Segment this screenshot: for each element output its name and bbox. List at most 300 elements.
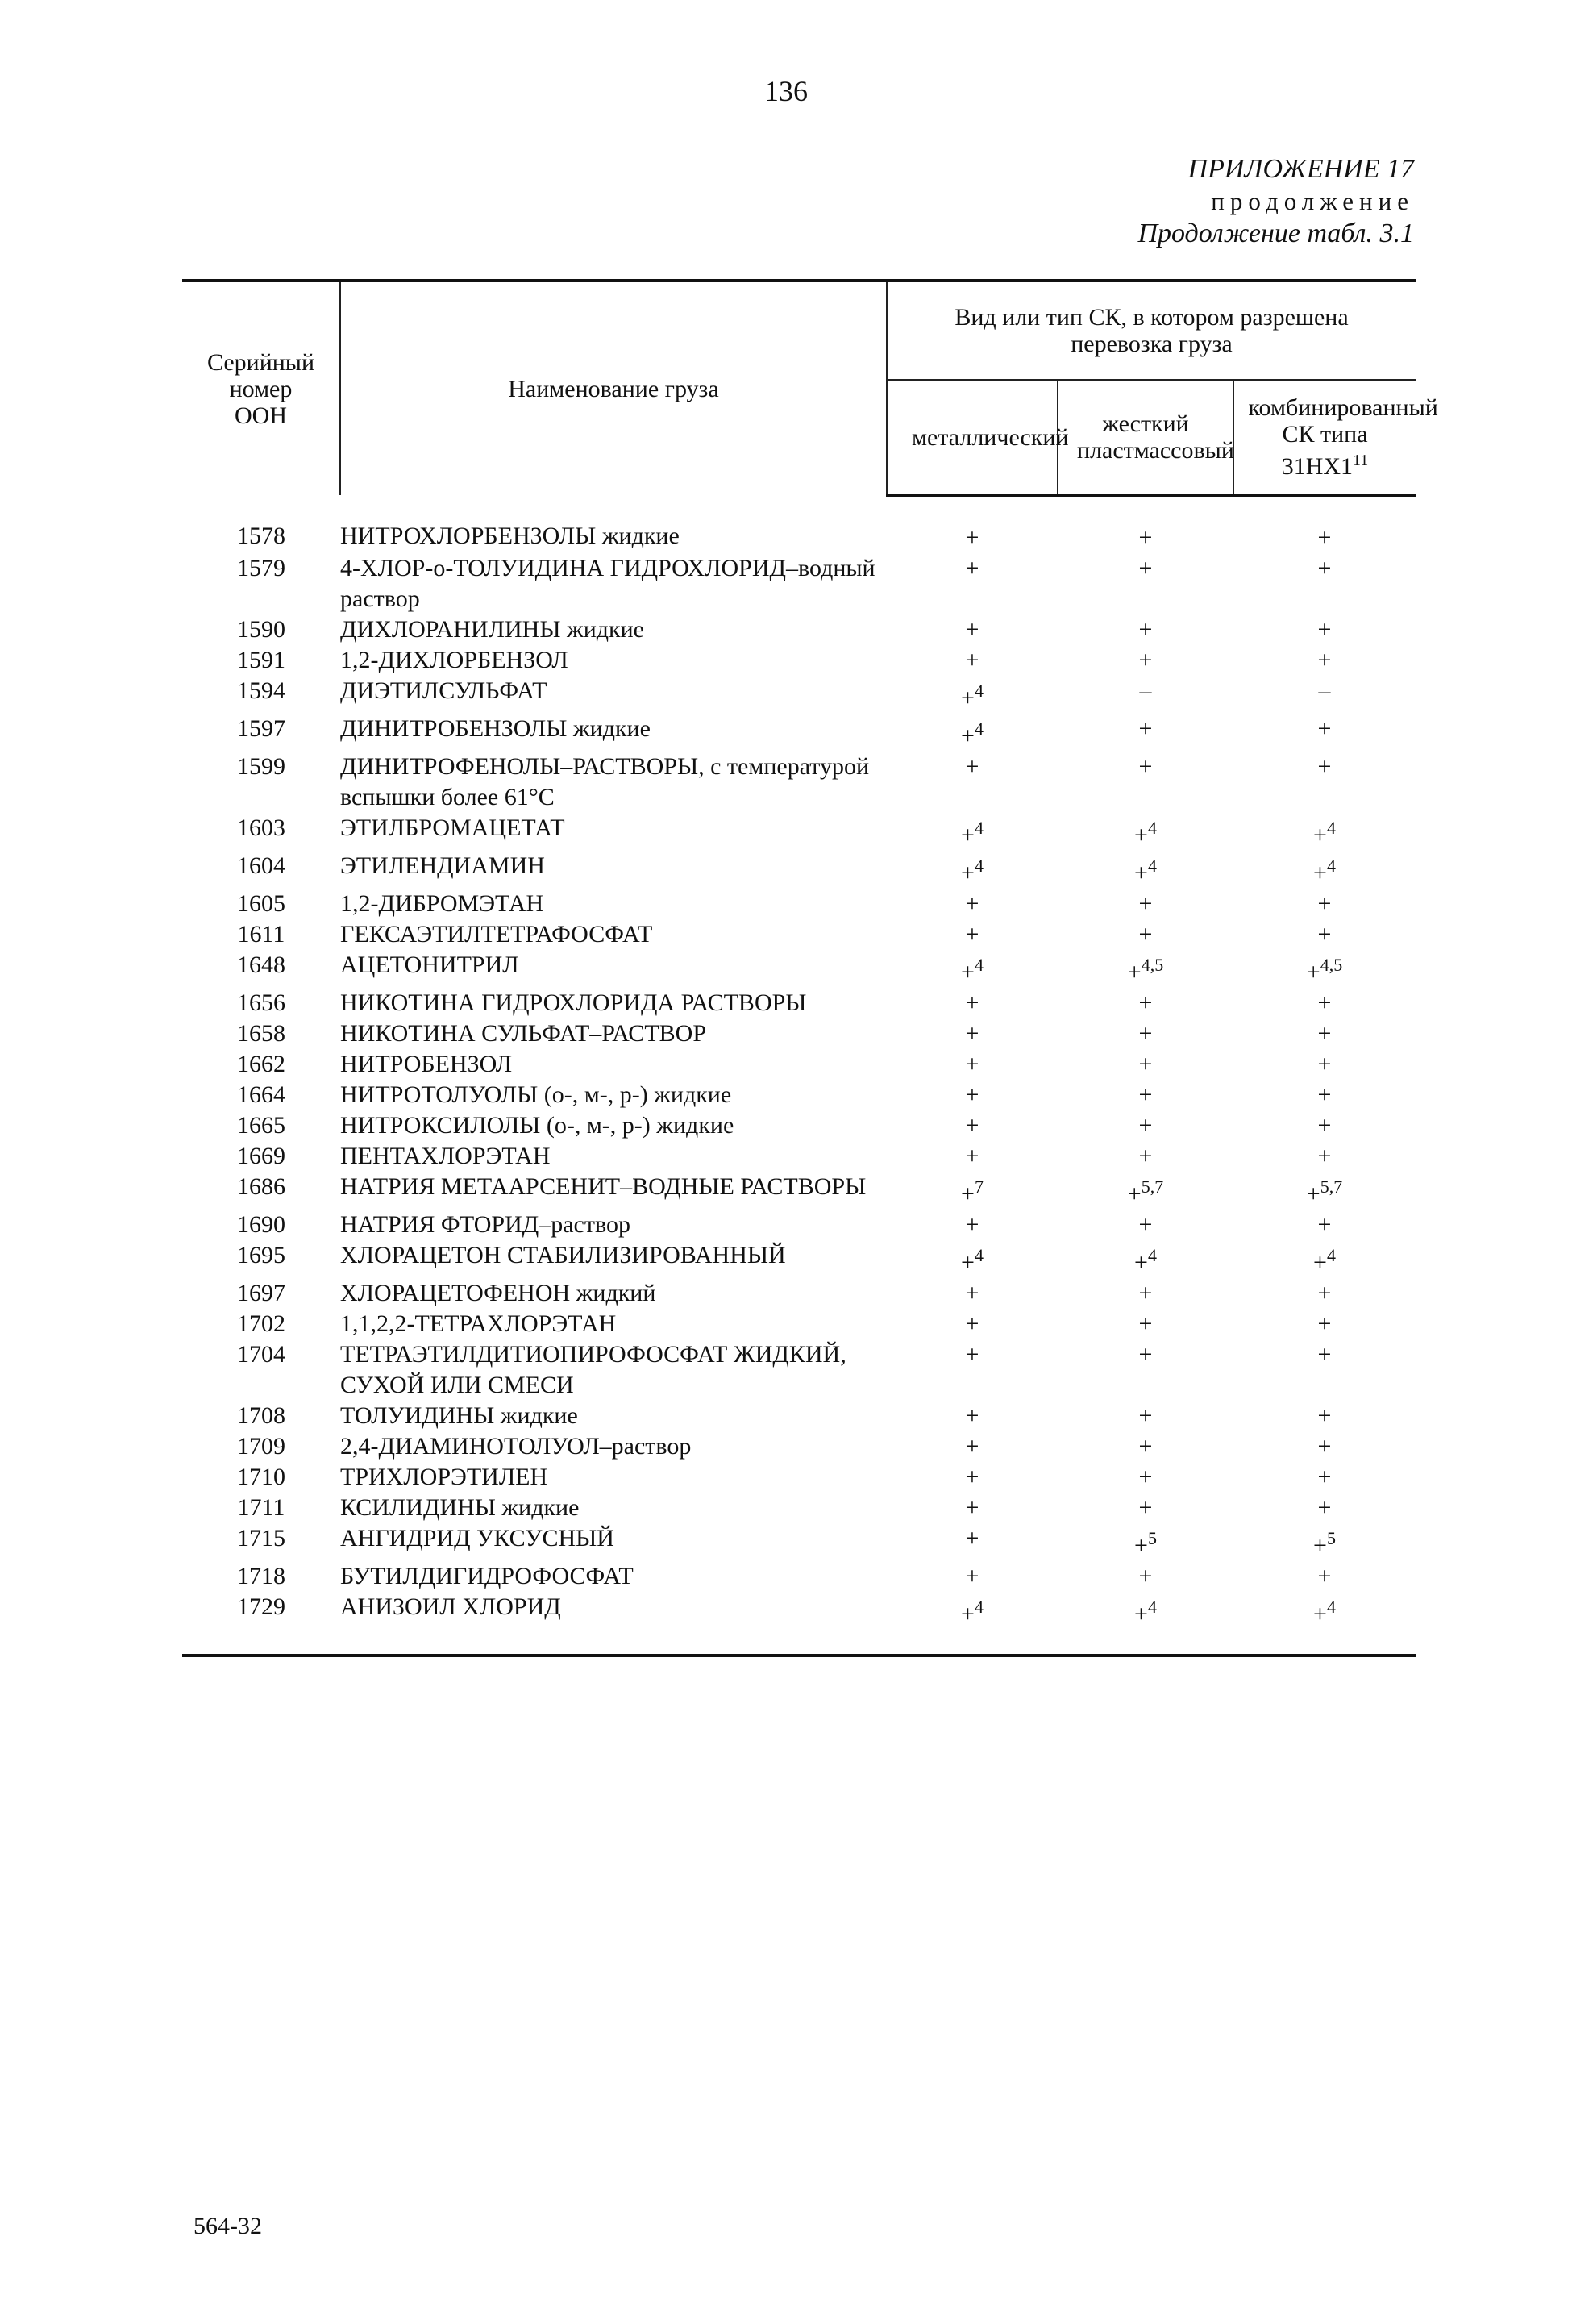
table-row [182,1049,1416,1080]
permission-mark: + [965,1020,979,1047]
permission-mark: + [1127,1181,1142,1207]
permission-mark: + [1317,1280,1332,1306]
permission-mark: + [965,555,979,581]
table-row [182,1210,1416,1240]
permission-mark: + [1138,1464,1153,1490]
metal-cell [887,1401,1058,1431]
metal-cell [887,1141,1058,1172]
un-number-cell: 1718 [237,1563,285,1589]
un-number-cell: 1656 [237,989,285,1016]
table-header [182,281,1438,495]
un-number-cell: 1662 [237,1051,285,1077]
permission-mark: + [961,1181,975,1207]
composite-cell [1233,1523,1416,1561]
footnote-ref: 4 [1326,856,1336,876]
rigid-plastic-cell [1058,752,1233,813]
cargo-name-cell: ЭТИЛЕНДИАМИН [340,852,545,879]
permission-mark: + [1138,555,1153,581]
table-row [182,714,1416,752]
table-row [182,1018,1416,1049]
un-number-cell: 1597 [237,715,285,742]
un-number-cell: 1590 [237,616,285,643]
table-body [182,495,1416,1656]
permission-mark: + [965,1402,979,1429]
cargo-table [182,279,1438,1657]
table-continuation-label: Продолжение табл. 3.1 [1137,219,1414,248]
rigid-plastic-cell [1058,1210,1233,1240]
table-row [182,1339,1416,1401]
cargo-name-cell: НИТРОТОЛУОЛЫ (о-, м-, р-) жидкие [340,1081,732,1108]
cargo-name-cell: НИКОТИНА ГИДРОХЛОРИДА РАСТВОРЫ [340,989,807,1016]
composite-cell [1233,1309,1416,1339]
footnote-ref: 4 [974,1597,984,1617]
footnote-ref: 4 [1147,1245,1157,1265]
metal-cell [887,988,1058,1018]
un-number-cell: 1697 [237,1280,285,1306]
metal-cell [887,1523,1058,1561]
permission-mark: + [1134,1601,1148,1627]
cargo-name-cell: АЦЕТОНИТРИЛ [340,952,519,978]
permission-mark: + [1317,1341,1332,1368]
header-un-number-text: Серийный номер ООН [206,348,315,429]
composite-cell [1233,1141,1416,1172]
metal-cell [887,919,1058,950]
permission-mark: + [961,685,975,711]
permission-mark: + [1138,616,1153,643]
permission-mark: + [1138,1112,1153,1139]
permission-mark: + [1317,1563,1332,1589]
permission-mark: + [1317,753,1332,780]
permission-mark: + [1317,1494,1332,1521]
permission-mark: + [1138,1494,1153,1521]
permission-mark: + [961,860,975,886]
un-number-cell: 1702 [237,1310,285,1337]
table-row [182,1309,1416,1339]
rigid-plastic-cell [1058,614,1233,645]
table-row [182,988,1416,1018]
composite-cell [1233,889,1416,919]
permission-mark: + [1317,555,1332,581]
rigid-plastic-cell [1058,495,1233,553]
cargo-name-cell: 1,2-ДИБРОМЭТАН [340,890,544,917]
metal-cell [887,851,1058,889]
table-row [182,495,1416,553]
metal-cell [887,1431,1058,1462]
un-number-cell: 1695 [237,1242,285,1268]
permission-mark: + [965,1494,979,1521]
permission-mark: + [965,989,979,1016]
un-number-cell: 1711 [237,1494,285,1521]
permission-mark: + [1317,616,1332,643]
permission-mark: + [965,890,979,917]
composite-cell [1233,553,1416,614]
cargo-name-cell: НИКОТИНА СУЛЬФАТ–РАСТВОР [340,1020,706,1047]
metal-cell [887,889,1058,919]
permission-mark: + [965,1563,979,1589]
cargo-name-cell: 4-ХЛОР-о-ТОЛУИДИНА ГИДРОХЛОРИД–водный раствор [340,555,875,612]
footnote-ref: 4 [974,1245,984,1265]
rigid-plastic-cell [1058,553,1233,614]
permission-mark: + [1317,715,1332,742]
composite-cell [1233,919,1416,950]
footnote-ref: 4 [1326,1245,1336,1265]
footnote-ref: 4 [974,681,984,701]
metal-cell [887,1493,1058,1523]
permission-mark: + [1306,959,1320,985]
permission-mark: + [961,959,975,985]
permission-mark: + [1313,1532,1327,1559]
rigid-plastic-cell [1058,1339,1233,1401]
metal-cell [887,1462,1058,1493]
un-number-cell: 1704 [237,1341,285,1368]
metal-cell [887,495,1058,553]
rigid-plastic-cell [1058,1049,1233,1080]
metal-cell [887,1210,1058,1240]
table-row [182,1141,1416,1172]
composite-cell [1233,1401,1416,1431]
rigid-plastic-cell [1058,1172,1233,1210]
un-number-cell: 1708 [237,1402,285,1429]
cargo-name-cell: НАТРИЯ ФТОРИД–раствор [340,1211,630,1238]
un-number-cell: 1579 [237,555,285,581]
composite-cell [1233,645,1416,676]
metal-cell [887,553,1058,614]
rigid-plastic-cell [1058,1309,1233,1339]
footnote-ref: 4 [1147,818,1157,838]
table-row [182,645,1416,676]
page-number: 136 [764,75,808,107]
composite-cell [1233,1240,1416,1278]
table-row [182,1278,1416,1309]
table-row [182,1080,1416,1110]
permission-mark: + [1138,989,1153,1016]
table-row [182,1592,1416,1656]
permission-mark: + [965,1280,979,1306]
cargo-name-cell: БУТИЛДИГИДРОФОСФАТ [340,1563,634,1589]
footnote-ref: 4 [974,955,984,975]
cargo-name-cell: ТРИХЛОРЭТИЛЕН [340,1464,548,1490]
permission-mark: + [1317,1310,1332,1337]
rigid-plastic-cell [1058,1240,1233,1278]
composite-cell [1233,1561,1416,1592]
footnote-ref: 7 [974,1177,984,1197]
metal-cell [887,1172,1058,1210]
header-composite-note: 11 [1353,452,1369,469]
permission-mark: + [1138,1310,1153,1337]
footnote-ref: 5 [1326,1528,1336,1548]
un-number-cell: 1605 [237,890,285,917]
header-container-group [887,281,1416,380]
un-number-cell: 1604 [237,852,285,879]
permission-mark: + [1138,1433,1153,1460]
permission-mark: + [1138,1211,1153,1238]
cargo-name-cell: КСИЛИДИНЫ жидкие [340,1494,580,1521]
permission-mark: + [965,1433,979,1460]
permission-mark: + [965,616,979,643]
permission-mark: + [965,1211,979,1238]
table-row [182,1401,1416,1431]
permission-mark: + [1317,524,1332,551]
permission-mark: + [1306,1181,1320,1207]
un-number-cell: 1709 [237,1433,285,1460]
composite-cell [1233,1210,1416,1240]
table-row [182,1431,1416,1462]
composite-cell [1233,714,1416,752]
un-number-cell: 1658 [237,1020,285,1047]
permission-mark: – [1139,677,1152,704]
composite-cell [1233,1493,1416,1523]
composite-cell [1233,1592,1416,1656]
cargo-name-cell: ДИЭТИЛСУЛЬФАТ [340,677,547,704]
un-number-cell: 1591 [237,647,285,673]
permission-mark: + [1317,921,1332,948]
table-row [182,813,1416,851]
metal-cell [887,714,1058,752]
permission-mark: + [1313,1601,1327,1627]
permission-mark: + [1313,1249,1327,1276]
metal-cell [887,1309,1058,1339]
permission-mark: + [1317,1081,1332,1108]
rigid-plastic-cell [1058,1493,1233,1523]
table-row [182,752,1416,813]
appendix-title: ПРИЛОЖЕНИЕ 17 [1187,154,1414,184]
table-row [182,1240,1416,1278]
cargo-name-cell: 1,1,2,2-ТЕТРАХЛОРЭТАН [340,1310,617,1337]
composite-cell [1233,1172,1416,1210]
permission-mark: + [1138,524,1153,551]
header-composite [1233,380,1438,495]
header-composite-text: комбинированный СК типа 31НХ1 [1248,394,1438,480]
footnote-ref: 4 [1326,818,1336,838]
composite-cell [1233,676,1416,714]
metal-cell [887,752,1058,813]
permission-mark: + [1134,822,1148,848]
table-row [182,553,1416,614]
metal-cell [887,1018,1058,1049]
un-number-cell: 1599 [237,753,285,780]
header-metal [887,380,1069,495]
footnote-ref: 4 [974,718,984,739]
cargo-name-cell: ХЛОРАЦЕТОН СТАБИЛИЗИРОВАННЫЙ [340,1242,786,1268]
permission-mark: + [1317,1211,1332,1238]
composite-cell [1233,813,1416,851]
metal-cell [887,1339,1058,1401]
rigid-plastic-cell [1058,714,1233,752]
table-row [182,1493,1416,1523]
permission-mark: + [965,1112,979,1139]
permission-mark: + [965,921,979,948]
rigid-plastic-cell [1058,851,1233,889]
permission-mark: + [965,1341,979,1368]
permission-mark: + [1313,822,1327,848]
rigid-plastic-cell [1058,1462,1233,1493]
permission-mark: – [1318,677,1331,704]
un-number-cell: 1729 [182,1592,340,1656]
permission-mark: + [1317,1464,1332,1490]
permission-mark: + [1317,1051,1332,1077]
document-header [1137,153,1414,250]
metal-cell [887,1080,1058,1110]
cargo-name-cell: ПЕНТАХЛОРЭТАН [340,1143,551,1169]
permission-mark: + [1138,921,1153,948]
cargo-name-cell: ЭТИЛБРОМАЦЕТАТ [340,814,565,841]
permission-mark: + [1317,1112,1332,1139]
composite-cell [1233,1278,1416,1309]
permission-mark: + [965,1143,979,1169]
un-number-cell: 1686 [237,1173,285,1200]
table-row [182,1110,1416,1141]
permission-mark: + [1138,1563,1153,1589]
permission-mark: + [1317,647,1332,673]
table-row [182,889,1416,919]
permission-mark: + [1317,890,1332,917]
metal-cell [887,1049,1058,1080]
rigid-plastic-cell [1058,1278,1233,1309]
rigid-plastic-cell [1058,1401,1233,1431]
composite-cell [1233,988,1416,1018]
metal-cell [887,614,1058,645]
rigid-plastic-cell [1058,919,1233,950]
permission-mark: + [1317,989,1332,1016]
metal-cell [887,1278,1058,1309]
un-number-cell: 1669 [237,1143,285,1169]
un-number-cell: 1664 [237,1081,285,1108]
table-row [182,1462,1416,1493]
permission-mark: + [1138,1280,1153,1306]
composite-cell [1233,1080,1416,1110]
footnote-ref: 5,7 [1320,1177,1343,1197]
cargo-name-cell: ДИНИТРОБЕНЗОЛЫ жидкие [340,715,651,742]
table-row [182,1172,1416,1210]
footnote-ref: 4 [974,856,984,876]
un-number-cell: 1710 [237,1464,285,1490]
composite-cell [1233,1431,1416,1462]
cargo-name-cell: ХЛОРАЦЕТОФЕНОН жидкий [340,1280,656,1306]
table-row [182,614,1416,645]
metal-cell [887,1561,1058,1592]
permission-mark: + [1317,1020,1332,1047]
permission-mark: + [1313,860,1327,886]
composite-cell [1233,1110,1416,1141]
permission-mark: + [1134,1532,1148,1559]
permission-mark: + [961,1249,975,1276]
permission-mark: + [965,524,979,551]
cargo-name-cell: НИТРОБЕНЗОЛ [340,1051,513,1077]
un-number-cell: 1665 [237,1112,285,1139]
permission-mark: + [1127,959,1142,985]
permission-mark: + [965,1081,979,1108]
cargo-name-cell: ГЕКСАЭТИЛТЕТРАФОСФАТ [340,921,653,948]
header-cargo-name: Наименование груза [340,281,887,495]
composite-cell [1233,1462,1416,1493]
footer-code: 564-32 [193,2213,262,2239]
rigid-plastic-cell [1058,1561,1233,1592]
footnote-ref: 5 [1147,1528,1157,1548]
footnote-ref: 4 [1147,1597,1157,1617]
permission-mark: + [961,723,975,749]
rigid-plastic-cell [1058,1523,1233,1561]
permission-mark: + [965,647,979,673]
un-number-cell: 1715 [237,1525,285,1551]
cargo-name-cell: НИТРОХЛОРБЕНЗОЛЫ жидкие [340,523,680,549]
rigid-plastic-cell [1058,1080,1233,1110]
rigid-plastic-cell [1058,1592,1233,1656]
metal-cell [887,1240,1058,1278]
permission-mark: + [1317,1402,1332,1429]
rigid-plastic-cell [1058,1110,1233,1141]
un-number-cell: 1648 [237,952,285,978]
rigid-plastic-cell [1058,950,1233,988]
composite-cell [1233,950,1416,988]
un-number-cell: 1611 [237,921,285,948]
permission-mark: + [965,1525,979,1551]
permission-mark: + [1134,860,1148,886]
rigid-plastic-cell [1058,813,1233,851]
cargo-name-cell: ТЕТРАЭТИЛДИТИОПИРОФОСФАТ ЖИДКИЙ, СУХОЙ ИЛИ СМЕСИ [340,1341,846,1398]
footnote-ref: 4 [1326,1597,1336,1617]
cargo-name-cell: ТОЛУИДИНЫ жидкие [340,1402,578,1429]
cargo-name-cell: 2,4-ДИАМИНОТОЛУОЛ–раствор [340,1433,692,1460]
permission-mark: + [1138,1402,1153,1429]
table-row [182,919,1416,950]
continuation-label: продолжение [1211,187,1414,215]
cargo-name-cell: ДИХЛОРАНИЛИНЫ жидкие [340,616,644,643]
composite-cell [1233,752,1416,813]
footnote-ref: 5,7 [1141,1177,1164,1197]
composite-cell [1233,1339,1416,1401]
permission-mark: + [1317,1433,1332,1460]
cargo-name-cell: ДИНИТРОФЕНОЛЫ–РАСТВОРЫ, с температурой вспышки более 61°С [340,753,870,810]
cargo-name-cell: НАТРИЯ МЕТААРСЕНИТ–ВОДНЫЕ РАСТВОРЫ [340,1173,867,1200]
permission-mark: + [965,753,979,780]
rigid-plastic-cell [1058,1431,1233,1462]
permission-mark: + [1138,715,1153,742]
table-row [182,950,1416,988]
table-row [182,851,1416,889]
header-rigid-plastic-text: жесткий пластмассовый [1077,410,1234,464]
cargo-name-cell: АНГИДРИД УКСУСНЫЙ [340,1525,614,1551]
table-row [182,1561,1416,1592]
composite-cell [1233,495,1416,553]
header-un-number [182,281,340,495]
permission-mark: + [965,1310,979,1337]
metal-cell [887,676,1058,714]
footnote-ref: 4 [1147,856,1157,876]
permission-mark: + [1138,890,1153,917]
permission-mark: + [1138,1143,1153,1169]
permission-mark: + [1138,1051,1153,1077]
header-rigid-plastic [1058,380,1233,495]
cargo-name-cell: НИТРОКСИЛОЛЫ (о-, м-, р-) жидкие [340,1112,734,1139]
permission-mark: + [1138,1081,1153,1108]
table-row [182,1523,1416,1561]
composite-cell [1233,851,1416,889]
permission-mark: + [1317,1143,1332,1169]
permission-mark: + [961,822,975,848]
un-number-cell: 1603 [237,814,285,841]
rigid-plastic-cell [1058,1141,1233,1172]
footnote-ref: 4 [974,818,984,838]
composite-cell [1233,1049,1416,1080]
permission-mark: + [965,1051,979,1077]
metal-cell [887,645,1058,676]
footnote-ref: 4,5 [1320,955,1343,975]
un-number-cell: 1578 [237,523,285,549]
permission-mark: + [1138,1020,1153,1047]
header-metal-text: металлический [912,423,1069,451]
rigid-plastic-cell [1058,676,1233,714]
rigid-plastic-cell [1058,889,1233,919]
